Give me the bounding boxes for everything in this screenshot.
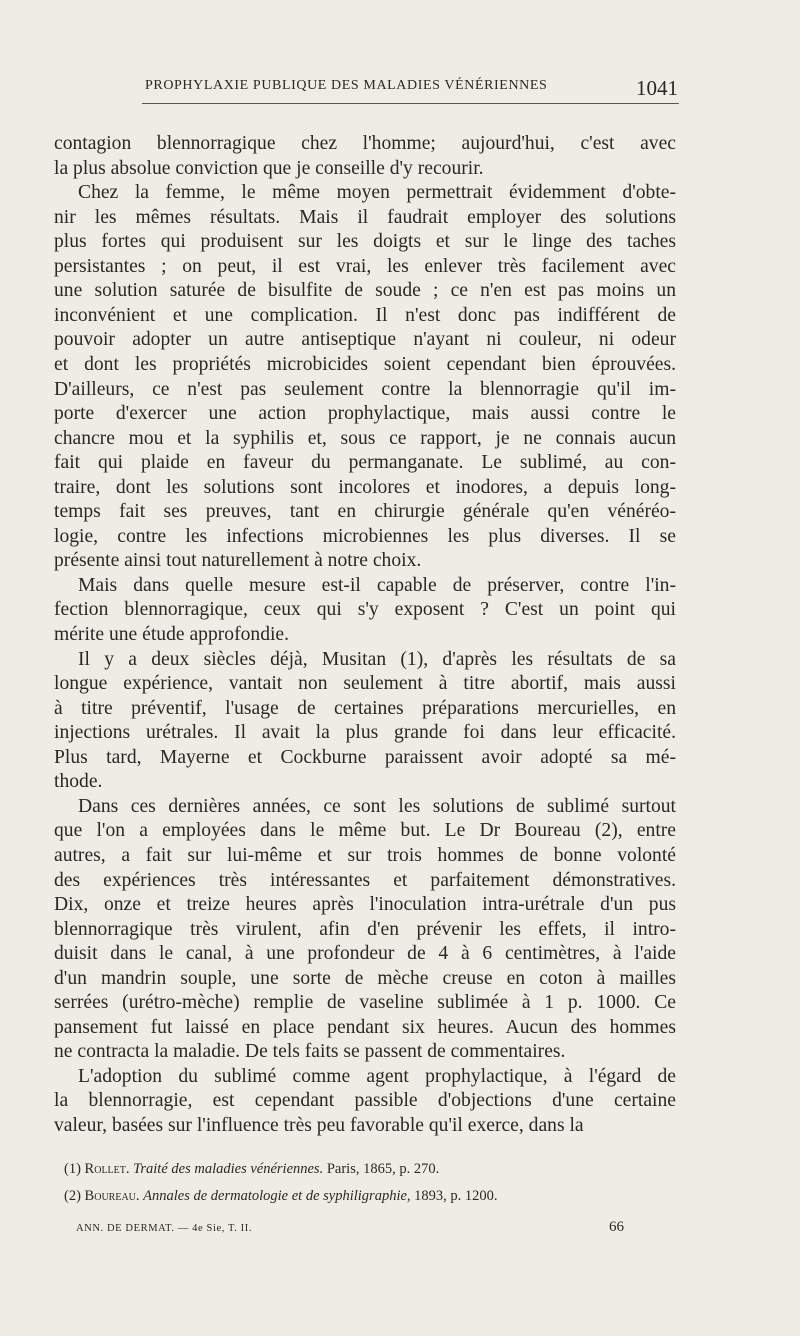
text-line: logie, contre les infections microbiennes les plus diverses. Il se	[54, 526, 676, 547]
text-line: d'un mandrin souple, une sorte de mèche creuse en coton à mailles	[54, 968, 676, 989]
text-line: une solution saturée de bisulfite de soude ; ce n'en est pas moins un	[54, 280, 676, 301]
text-line: pouvoir adopter un autre antiseptique n'ayant ni couleur, ni odeur	[54, 329, 676, 350]
footnote-2	[64, 1187, 684, 1205]
running-title: PROPHYLAXIE PUBLIQUE DES MALADIES VÉNÉRIENNES	[145, 78, 548, 93]
text-line: temps fait ses preuves, tant en chirurgie générale qu'en vénéréo-	[54, 501, 676, 522]
footnote-1	[64, 1160, 684, 1178]
text-line: Il y a deux siècles déjà, Musitan (1), d'après les résultats de sa	[78, 649, 676, 670]
signature-journal: ANN. DE DERMAT. — 4e Sie, T. II.	[76, 1223, 253, 1234]
text-line: à titre préventif, l'usage de certaines préparations mercurielles, en	[54, 698, 676, 719]
text-line: chancre mou et la syphilis et, sous ce rapport, je ne connais aucun	[54, 428, 676, 449]
text-line: pansement fut laissé en place pendant six heures. Aucun des hommes	[54, 1017, 676, 1038]
text-line: la plus absolue conviction que je conseille d'y recourir.	[54, 158, 484, 179]
text-line: injections urétrales. Il avait la plus grande foi dans leur efficacité.	[54, 722, 676, 743]
text-line: inconvénient et une complication. Il n'est donc pas indifférent de	[54, 305, 676, 326]
footnote-title: Traité des maladies vénériennes.	[133, 1161, 324, 1177]
footnote-rest: Paris, 1865, p. 270.	[326, 1161, 440, 1177]
footnote-marker: (1)	[64, 1161, 81, 1177]
footnote-author: Boureau.	[84, 1188, 140, 1204]
printer-signature	[76, 1219, 624, 1239]
text-line: D'ailleurs, ce n'est pas seulement contre la blennorragie qu'il im-	[54, 379, 676, 400]
text-line: duisit dans le canal, à une profondeur de 4 à 6 centimètres, à l'aide	[54, 943, 676, 964]
text-line: que l'on a employées dans le même but. Le Dr Boureau (2), entre	[54, 820, 676, 841]
text-line: Plus tard, Mayerne et Cockburne paraissent avoir adopté sa mé-	[54, 747, 676, 768]
text-line: persistantes ; on peut, il est vrai, les enlever très facilement avec	[54, 256, 676, 277]
text-line: blennorragique très virulent, afin d'en prévenir les effets, il intro-	[54, 919, 676, 940]
text-line: ne contracta la maladie. De tels faits se passent de commentaires.	[54, 1041, 566, 1062]
text-line: Mais dans quelle mesure est-il capable de préserver, contre l'in-	[78, 575, 676, 596]
text-line: contagion blennorragique chez l'homme; aujourd'hui, c'est avec	[54, 133, 676, 154]
text-line: des expériences très intéressantes et parfaitement démonstratives.	[54, 870, 676, 891]
text-line: mérite une étude approfondie.	[54, 624, 290, 645]
text-line: L'adoption du sublimé comme agent prophylactique, à l'égard de	[78, 1066, 676, 1087]
text-line: Dans ces dernières années, ce sont les solutions de sublimé surtout	[78, 796, 676, 817]
text-line: Dix, onze et treize heures après l'inoculation intra-urétrale d'un pus	[54, 894, 676, 915]
text-line: Chez la femme, le même moyen permettrait évidemment d'obte-	[78, 182, 676, 203]
text-line: et dont les propriétés microbicides soient cependant bien éprouvées.	[54, 354, 676, 375]
text-line: autres, a fait sur lui-même et sur trois hommes de bonne volonté	[54, 845, 676, 866]
text-line: fait qui plaide en faveur du permanganate. Le sublimé, au con-	[54, 452, 676, 473]
text-line: nir les mêmes résultats. Mais il faudrait employer des solutions	[54, 207, 676, 228]
footnote-author: Rollet.	[84, 1161, 130, 1177]
page-number: 1041	[636, 76, 678, 100]
footnote-marker: (2)	[64, 1188, 81, 1204]
page-header	[145, 76, 678, 102]
text-line: plus fortes qui produisent sur les doigts et sur le linge des taches	[54, 231, 676, 252]
header-rule	[142, 103, 679, 104]
text-line: présente ainsi tout naturellement à notre choix.	[54, 550, 422, 571]
text-line: valeur, basées sur l'influence très peu favorable qu'il exerce, dans la	[54, 1115, 584, 1136]
signature-number: 66	[609, 1219, 624, 1235]
text-line: longue expérience, vantait non seulement à titre abortif, mais aussi	[54, 673, 676, 694]
footnote-title: Annales de dermatologie et de syphiligraphie,	[143, 1188, 411, 1204]
footnote-rest: 1893, p. 1200.	[414, 1188, 498, 1204]
text-line: la blennorragie, est cependant passible d'objections d'une certaine	[54, 1090, 676, 1111]
text-line: traire, dont les solutions sont incolores et inodores, a depuis long-	[54, 477, 676, 498]
text-line: fection blennorragique, ceux qui s'y exposent ? C'est un point qui	[54, 599, 676, 620]
text-line: porte d'exercer une action prophylactique, mais aussi contre le	[54, 403, 676, 424]
text-line: thode.	[54, 771, 103, 792]
text-line: serrées (urétro-mèche) remplie de vaseline sublimée à 1 p. 1000. Ce	[54, 992, 676, 1013]
